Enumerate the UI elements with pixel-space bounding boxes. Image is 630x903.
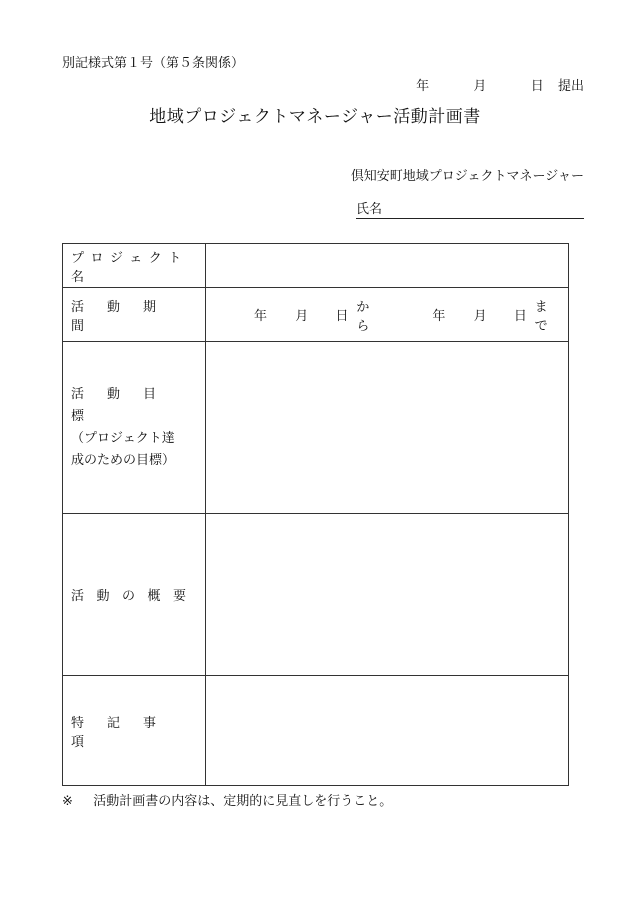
goal-label-line1: 活動目標 <box>71 386 180 424</box>
period-day-to: 日 <box>513 309 527 324</box>
period-label-cell <box>63 288 206 342</box>
goal-label <box>71 384 199 472</box>
note-mark: ※ <box>62 794 73 809</box>
footer-note <box>62 790 392 809</box>
table-row <box>63 342 569 514</box>
goal-label-cell <box>63 342 206 514</box>
project-name-field[interactable] <box>206 244 569 288</box>
table-row <box>63 244 569 288</box>
period-values <box>206 296 568 334</box>
name-field[interactable] <box>356 198 584 219</box>
period-to-label: まで <box>534 299 548 334</box>
period-month-from: 月 <box>295 309 309 324</box>
document-title: 地域プロジェクトマネージャー活動計画書 <box>149 107 481 127</box>
form-reference: 別記様式第１号（第５条関係） <box>62 56 245 71</box>
notes-field[interactable] <box>206 676 569 786</box>
notes-label: 特記事項 <box>71 715 180 750</box>
overview-field[interactable] <box>206 514 569 676</box>
activity-plan-table <box>62 243 569 786</box>
submission-date-line <box>416 75 584 94</box>
name-label: 氏名 <box>356 202 383 217</box>
goal-field[interactable] <box>206 342 569 514</box>
period-from-label: から <box>356 299 370 334</box>
date-year-label: 年 <box>416 79 430 94</box>
period-label: 活動期間 <box>71 299 180 334</box>
date-day-label: 日 <box>530 79 544 94</box>
period-year-from: 年 <box>254 309 268 324</box>
project-name-label-text: プロジェクト名 <box>71 250 188 285</box>
table-row <box>63 514 569 676</box>
period-year-to: 年 <box>432 309 446 324</box>
organization-label: 倶知安町地域プロジェクトマネージャー <box>350 169 584 184</box>
date-month-label: 月 <box>473 79 487 94</box>
period-field[interactable] <box>206 288 569 342</box>
notes-label-cell <box>63 676 206 786</box>
note-text: 活動計画書の内容は、定期的に見直しを行うこと。 <box>93 794 393 809</box>
project-name-label-cell <box>63 244 206 288</box>
goal-label-line3: 成のための目標） <box>71 452 176 468</box>
period-month-to: 月 <box>473 309 487 324</box>
overview-label: 活動の概要 <box>71 589 199 604</box>
project-name-label <box>71 247 199 285</box>
goal-label-line2: （プロジェクト達 <box>71 430 175 446</box>
period-day-from: 日 <box>335 309 349 324</box>
table-row <box>63 676 569 786</box>
table-row <box>63 288 569 342</box>
date-submit-label: 提出 <box>557 79 584 94</box>
overview-label-cell <box>63 514 206 676</box>
